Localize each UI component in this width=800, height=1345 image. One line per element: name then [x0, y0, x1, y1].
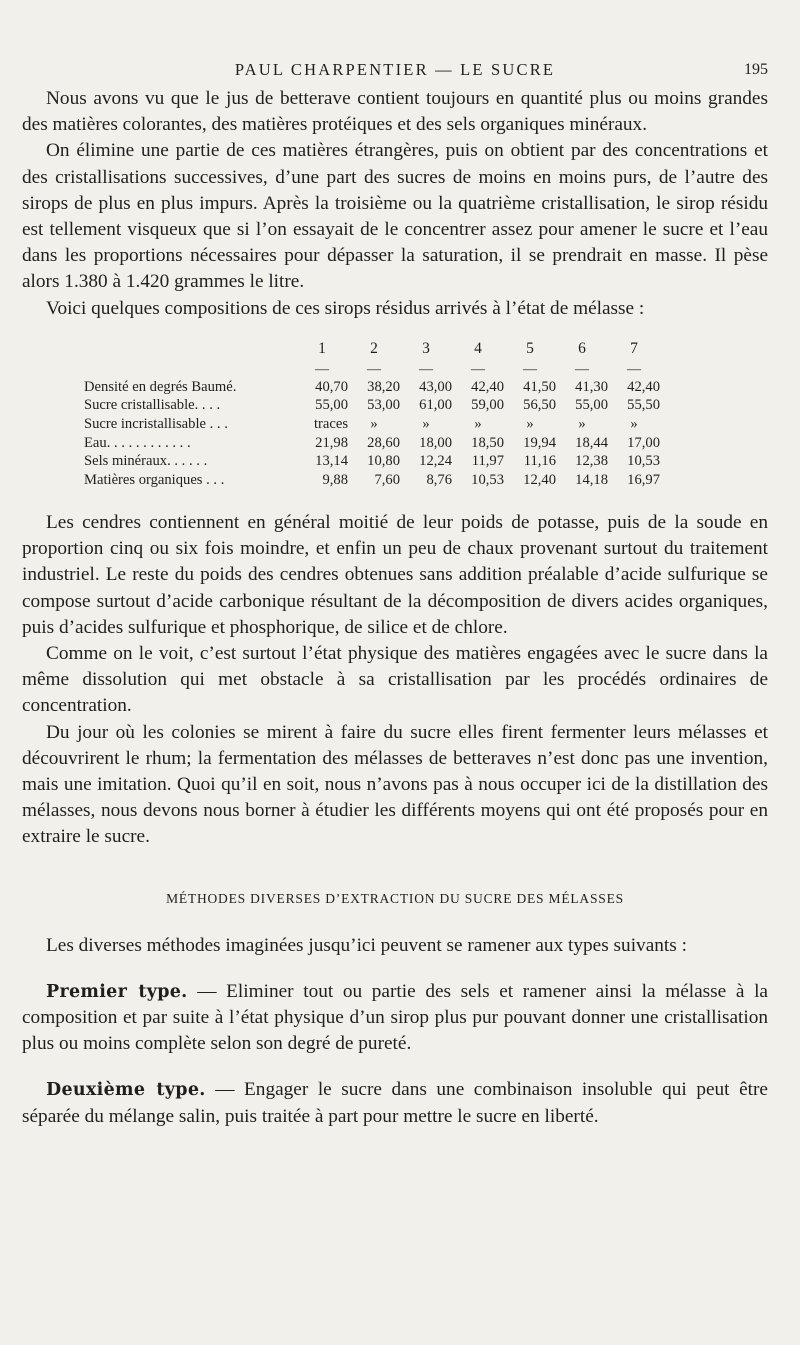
molasses-composition-table [84, 336, 660, 490]
table-cell: 8,76 [426, 472, 452, 489]
page-number: 195 [744, 61, 768, 78]
table-cell: traces [313, 416, 348, 433]
type-text: — Eliminer tout ou partie des sels et ramener ainsi la mélasse à la composition et par suite à l’état physique d’un sirop plus pur pouvant donner une cristallisation plus ou moins complète selon son degré de pureté. [22, 980, 768, 1055]
column-header: 7 [630, 339, 638, 357]
row-label: Sucre incristallisable . . . [84, 416, 228, 433]
table-cell: 10,53 [627, 453, 660, 470]
table-cell: 41,30 [575, 378, 608, 395]
paragraph: Nous avons vu que le jus de betterave contient toujours en quantité plus ou moins grandes des matières colorantes, des matières protéiques et des sels organiques minéraux. [22, 88, 768, 136]
running-title: PAUL CHARPENTIER — LE SUCRE [234, 60, 556, 79]
table-cell: 21,98 [315, 434, 348, 451]
table-cell: 18,00 [419, 434, 452, 451]
column-header: 2 [370, 339, 378, 357]
column-header: 1 [318, 339, 326, 357]
table-cell: 28,60 [367, 434, 400, 451]
type-text: — Engager le sucre dans une combinaison insoluble qui peut être séparée du mélange salin, puis traitée à part pour mettre le sucre en liberté. [22, 1079, 768, 1127]
type-title: Premier type. [46, 981, 188, 1002]
paragraph: Les cendres contiennent en général moitié de leur poids de potasse, puis de la soude en proportion cinq ou six fois moindre, et enfin un peu de chaux provenant surtout du traitement industriel. Le reste du poids des cendres obtenues sans addition préalable d’acide sulfurique se compose surtout d’acide carbonique résultant de la décomposition de divers acides organiques, puis d’acides sulfurique et phosphorique, de silice et de chlore. [22, 511, 768, 638]
table-cell: 61,00 [419, 397, 452, 414]
table-cell: 40,70 [315, 378, 348, 395]
row-label: Sels minéraux. . . . . . [84, 453, 208, 470]
table-cell: 11,97 [471, 453, 504, 470]
column-header: 3 [422, 339, 430, 357]
table-cell: 53,00 [367, 397, 400, 414]
table-cell: 59,00 [471, 397, 504, 414]
row-label: Eau. . . . . . . . . . . . [84, 434, 191, 451]
dash: — [315, 361, 329, 377]
table-cell: 17,00 [627, 434, 660, 451]
table-row [84, 415, 660, 434]
table-cell: 55,50 [627, 397, 660, 414]
row-label: Sucre cristallisable. . . . [84, 397, 221, 414]
table-cell: 55,00 [315, 397, 348, 414]
table-cell: 10,80 [367, 453, 400, 470]
table-cell: 41,50 [523, 378, 556, 395]
row-label: Matières organiques . . . [84, 472, 225, 489]
column-header: 5 [526, 339, 534, 357]
table-cell: 9,88 [322, 472, 348, 489]
table-cell: » [474, 416, 482, 433]
table-row [84, 434, 660, 453]
table-cell: 42,40 [471, 378, 504, 395]
table-dash-row [84, 362, 660, 378]
table-cell: 10,53 [471, 472, 504, 489]
table-cell: 56,50 [523, 397, 556, 414]
table-header-row [84, 336, 660, 362]
type-title: Deuxième type. [46, 1080, 206, 1101]
paragraph: Voici quelques compositions de ces sirops résidus arrivés à l’état de mélasse : [46, 297, 645, 319]
table-cell: 18,44 [575, 434, 608, 451]
table-row [84, 453, 660, 472]
paragraph: Comme on le voit, c’est surtout l’état physique des matières engagées avec le sucre dans la même dissolution qui met obstacle à sa cristallisation par les procédés ordinaires de concentration. [22, 642, 768, 717]
dash: — [419, 361, 433, 377]
table-cell: 14,18 [575, 472, 608, 489]
dash: — [627, 361, 641, 377]
page-header [22, 52, 768, 86]
table-cell: 18,50 [471, 434, 504, 451]
table-cell: 12,40 [523, 472, 556, 489]
table-cell: » [630, 416, 638, 433]
dash: — [471, 361, 485, 377]
table-cell: 19,94 [523, 434, 556, 451]
table-cell: » [578, 416, 586, 433]
type-paragraph [22, 1077, 768, 1129]
paragraph: Du jour où les colonies se mirent à faire du sucre elles firent fermenter leurs mélasses et découvrirent le rhum; la fermentation des mélasses de betteraves n’est donc pas une invention, mais une imitation. Quoi qu’il en soit, nous n’avons pas à nous occuper ici de la distillation des mélasses, nous devons nous borner à étudier les différents moyens qui ont été proposés pour en extraire le sucre. [22, 721, 768, 848]
column-header: 6 [578, 339, 586, 357]
table-cell: 16,97 [627, 472, 660, 489]
table-cell: 43,00 [419, 378, 452, 395]
paragraph: Les diverses méthodes imaginées jusqu’ici peuvent se ramener aux types suivants : [46, 934, 687, 956]
table-row [84, 471, 660, 490]
table-cell: 55,00 [575, 397, 608, 414]
table-cell: 7,60 [374, 472, 400, 489]
column-header: 4 [474, 339, 482, 357]
table-row [84, 378, 660, 397]
table-cell: 12,24 [419, 453, 452, 470]
paragraph: On élimine une partie de ces matières étrangères, puis on obtient par des concentrations et des cristallisations successives, d’une part des sucres de moins en moins purs, de l’autre des sirops de plus en plus impurs. Après la troisième ou la quatrième cristallisation, le sirop résidu est tellement visqueux que si l’on essayait de le concentrer assez pour amener le sucre et l’eau dans les proportions nécessaires pour dépasser la saturation, il se prendrait en masse. Il pèse alors 1.380 à 1.420 grammes le litre. [22, 140, 768, 293]
table-cell: 42,40 [627, 378, 660, 395]
table-cell: 12,38 [575, 453, 608, 470]
dash: — [575, 361, 589, 377]
table-cell: » [526, 416, 534, 433]
type-paragraph [22, 979, 768, 1058]
section-title: MÉTHODES DIVERSES D’EXTRACTION DU SUCRE DES MÉLASSES [166, 890, 624, 906]
dash: — [367, 361, 381, 377]
table-cell: 13,14 [315, 453, 348, 470]
row-label: Densité en degrés Baumé. [84, 378, 237, 395]
table-row [84, 397, 660, 416]
table-cell: » [370, 416, 378, 433]
table-cell: 38,20 [367, 378, 400, 395]
table-cell: 11,16 [523, 453, 556, 470]
dash: — [523, 361, 537, 377]
table-cell: » [422, 416, 430, 433]
